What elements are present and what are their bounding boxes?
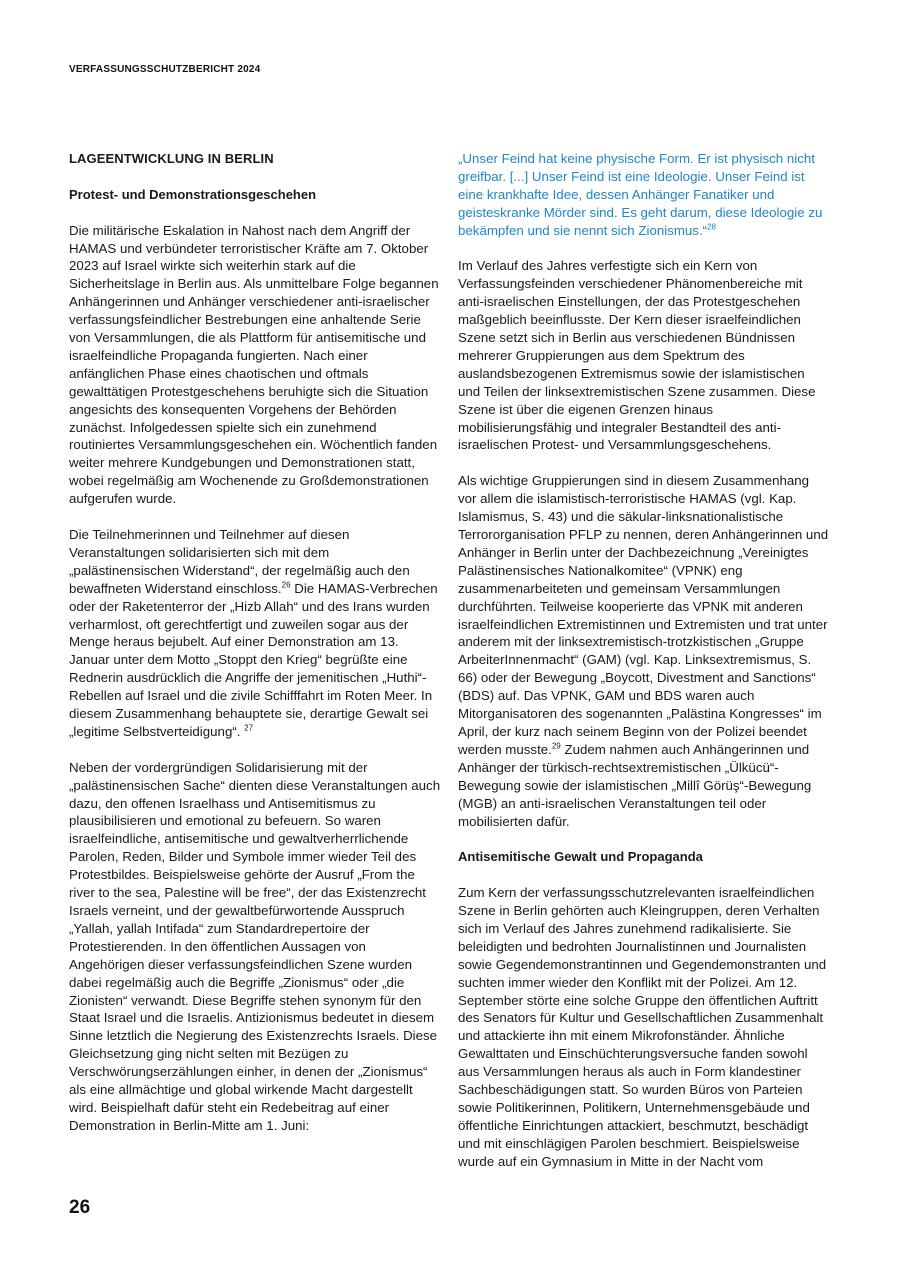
blockquote: „Unser Feind hat keine physische Form. Er ist physisch nicht greifbar. [...] Unser Feind ist eine Ideologie. Unser Feind ist eine krankhafte Idee, dessen Anhänger Fanatiker und geisteskranke Mörder sind. Es geht darum, diese Ideologie zu bekämpfen und sie nennt sich Zionismus.“$^{28}$ xyxy=(458,151,823,238)
paragraph: Die militärische Eskalation in Nahost nach dem Angriff der HAMAS und verbündeter terroristischer Kräfte am 7. Oktober 2023 auf Israel wirkte sich weiterhin stark auf die Sicherheitslage in Berlin aus. Als unmittelbare Folge begannen Anhängerinnen und Anhänger verschiedener anti-israelischer verfassungsfeindlicher Bestrebungen eine anhaltende Serie von Versammlungen, die als Plattform für antisemitische und israelfeindliche Propaganda fungierten. Nach einer anfänglichen Phase eines chaotischen und oftmals gewalttätigen Protestgeschehens beruhigte sich die Situation angesichts des konsequenten Vorgehens der Behörden zunächst. Infolgedessen spielte sich ein zunehmend routiniertes Versammlungsgeschehen ein. Wöchentlich fanden weiter mehrere Kundgebungen und Demonstrationen statt, wobei regelmäßig am Wochenende zu Großdemonstrationen aufgerufen wurde. xyxy=(69,222,439,507)
section-title: LAGEENTWICKLUNG IN BERLIN xyxy=(69,151,274,166)
running-header: VERFASSUNGSSCHUTZBERICHT 2024 xyxy=(69,64,261,75)
subhead-protest: Protest- und Demonstrationsgeschehen xyxy=(69,186,317,202)
paragraph: Die Teilnehmerinnen und Teilnehmer auf diesen Veranstaltungen solidarisierten sich mit dem „palästinensischen Widerstand“, der regelmäßig auch den bewaffneten Widerstand einschloss.$^{26}$ Die HAMAS-Verbrechen oder der Raketenterror der „Hizb Allah“ und des Irans wurden verharmlost, oft gerechtfertigt und zuweilen sogar aus der Menge heraus bejubelt. Auf einer Demonstration am 13. Januar unter dem Motto „Stoppt den Krieg“ begrüßte eine Rednerin ausdrücklich die Angriffe der jemenitischen „Huthi“-Rebellen auf Israel und die zivile Schifffahrt im Roten Meer. In diesem Zusammenhang behauptete sie, derartige Gewalt sei „legitime Selbstverteidigung“. $^{27}$ xyxy=(69,526,438,739)
paragraph: Im Verlauf des Jahres verfestigte sich ein Kern von Verfassungsfeinden verschiedener Phänomenbereiche mit anti-israelischen Einstellungen, der das Protestgeschehen maßgeblich beeinflusste. Der Kern dieser israelfeindlichen Szene setzt sich in Berlin aus verschiedenen Bündnissen mehrerer Gruppierungen aus dem Spektrum des auslandsbezogenen Extremismus sowie der islamistischen und Teilen der linksextremistischen Szene zusammen. Diese Szene ist über die eigenen Grenzen hinaus mobilisierungsfähig und integraler Bestandteil des anti-israelischen Protest- und Versammlungsgeschehens. xyxy=(458,258,816,453)
page-number: 26 xyxy=(69,1197,91,1218)
footnote-ref[interactable]: 28 xyxy=(707,222,716,232)
paragraph: Zum Kern der verfassungsschutzrelevanten israelfeindlichen Szene in Berlin gehörten auch Kleingruppen, deren Verhalten sich im Verlauf des Jahres zunehmend radikalisierte. Sie beleidigten und bedrohten Journalistinnen und Journalisten sowie Gegendemonstrantinnen und Gegendemonstranten und suchten immer wieder den Konflikt mit der Polizei. Am 12. September störte eine solche Gruppe den öffentlichen Auftritt des Senators für Kultur und Gesellschaftlichen Zusammenhalt und attackierte ihn mit einem Mikrofonständer. Ähnliche Gewalttaten und Einschüchterungsversuche fanden sowohl aus Versammlungen heraus als auch in Form klandestiner Sachbeschädigungen statt. So wurden Büros von Parteien sowie Politikerinnen, Politikern, Unternehmensgebäude und öffentliche Einrichtungen attackiert, beschmutzt, beschädigt und mit einschlägigen Parolen beschmiert. Beispielsweise wurde auf ein Gymnasium in Mitte in der Nacht vom xyxy=(458,885,827,1169)
paragraph: Neben der vordergründigen Solidarisierung mit der „palästinensischen Sache“ dienten diese Veranstaltungen auch dazu, den offenen Israelhass und Antisemitismus zu plausibilisieren und emotional zu befeuern. So waren israelfeindliche, antisemitische und gewaltverherrlichende Parolen, Reden, Bilder und Symbole immer wieder Teil des Protestbildes. Beispielsweise gehörte der Ausruf „From the river to the sea, Palestine will be free“, der das Existenzrecht Israels verneint, und der gewaltbefürwortende Ausspruch „Yallah, yallah Intifada“ zum Standardrepertoire der Protestierenden. In den öffentlichen Aussagen von Angehörigen dieser verfassungsfeindlichen Szene wurden dabei regelmäßig auch die Begriffe „Zionismus“ oder „die Zionisten“ verwandt. Diese Begriffe stehen synonym für den Staat Israel und die Israelis. Antizionismus bedeutet in diesem Sinne letztlich die Negierung des Existenzrechts Israels. Diese Gleichsetzung ging nicht selten mit Bezügen zu Verschwörungserzählungen einher, in denen der „Zionismus“ als eine allmächtige und global wirkende Macht dargestellt wird. Beispielhaft dafür steht ein Redebeitrag auf einer Demonstration in Berlin-Mitte am 1. Juni: xyxy=(69,759,441,1133)
right-column xyxy=(458,150,830,1188)
footnote-ref[interactable]: 27 xyxy=(244,723,254,733)
footnote-ref[interactable]: 26 xyxy=(281,580,291,590)
subhead-antisemitism: Antisemitische Gewalt und Propaganda xyxy=(458,849,703,865)
left-column xyxy=(69,150,441,1153)
paragraph: Als wichtige Gruppierungen sind in diesem Zusammenhang vor allem die islamistisch-terroristische HAMAS (vgl. Kap. Islamismus, S. 43) und die säkular-linksnationalistische Terrororganisation PFLP zu nennen, deren Anhängerinnen und Anhänger in Berlin unter der Dachbezeichnung „Vereinigtes Palästinensisches Nationalkomitee“ (VPNK) eng zusammenarbeiteten und gemeinsam Versammlungen durchführten. Teilweise kooperierte das VPNK mit anderen israelfeindlichen Extremistinnen und Extremisten und trat unter anderem mit der linksextremistisch-trotzkistischen „Gruppe ArbeiterInnenmacht“ (GAM) (vgl. Kap. Linksextremismus, S. 66) oder der Bewegung „Boycott, Divestment and Sanctions“ (BDS) auf. Das VPNK, GAM und BDS waren auch Mitorganisatoren des sogenannten „Palästina Kongresses“ im April, der kurz nach seinem Beginn von der Polizei beendet werden musste.$^{29}$ Zudem nahmen auch Anhängerinnen und Anhänger der türkisch-rechtsextremistischen „Ülkücü“-Bewegung sowie der islamistischen „Millî Görüş“-Bewegung (MGB) an anti-israelischen Veranstaltungen teil oder mobilisierten dafür. xyxy=(458,473,829,829)
footnote-ref[interactable]: 29 xyxy=(551,741,561,751)
